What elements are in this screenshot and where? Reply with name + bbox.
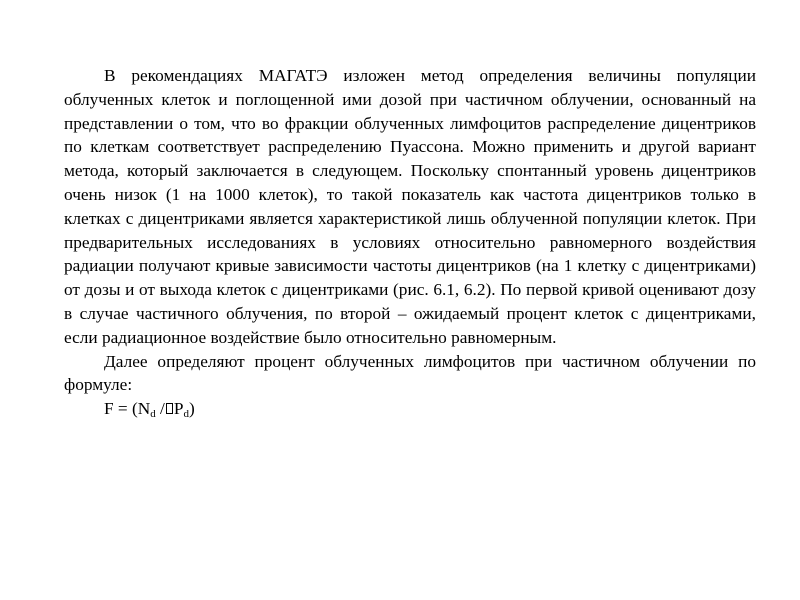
formula-mid: / xyxy=(155,399,165,419)
paragraph-method-description: В рекомендациях МАГАТЭ изложен метод определения величины популяции облученных клеток и поглощенной ими дозой при частичном облучении, основанный на представлении о том, что во фракции облученных лимфоцитов распределение дицентриков по клеткам соответствует распределению Пуассона. Можно применить и другой вариант метода, который заключается в следующем. Поскольку спонтанный уровень дицентриков очень низок (1 на 1000 клеток), то такой показатель как частота дицентриков только в клетках с дицентриками является характеристикой лишь облученной популяции клеток. При предварительных исследованиях в условиях относительно равномерного воздействия радиации получают кривые зависимости частоты дицентриков (на 1 клетку с дицентриками) от дозы и от выхода клеток с дицентриками (рис. 6.1, 6.2). По первой кривой оценивают дозу в случае частичного облучения, по второй – ожидаемый процент клеток с дицентриками, если радиационное воздействие было относительно равномерным. xyxy=(64,66,756,347)
formula-prefix: F = (N xyxy=(104,399,151,419)
missing-glyph-icon xyxy=(166,403,173,414)
paragraph-formula-intro: Далее определяют процент облученных лимфоцитов при частичном облучении по формуле: xyxy=(64,351,756,395)
formula-symbol: P xyxy=(173,399,184,419)
slide-body xyxy=(64,64,756,421)
formula-subscript-2: d xyxy=(183,408,189,421)
formula xyxy=(64,397,756,421)
formula-subscript-1: d xyxy=(150,408,156,421)
formula-suffix: ) xyxy=(188,399,195,419)
